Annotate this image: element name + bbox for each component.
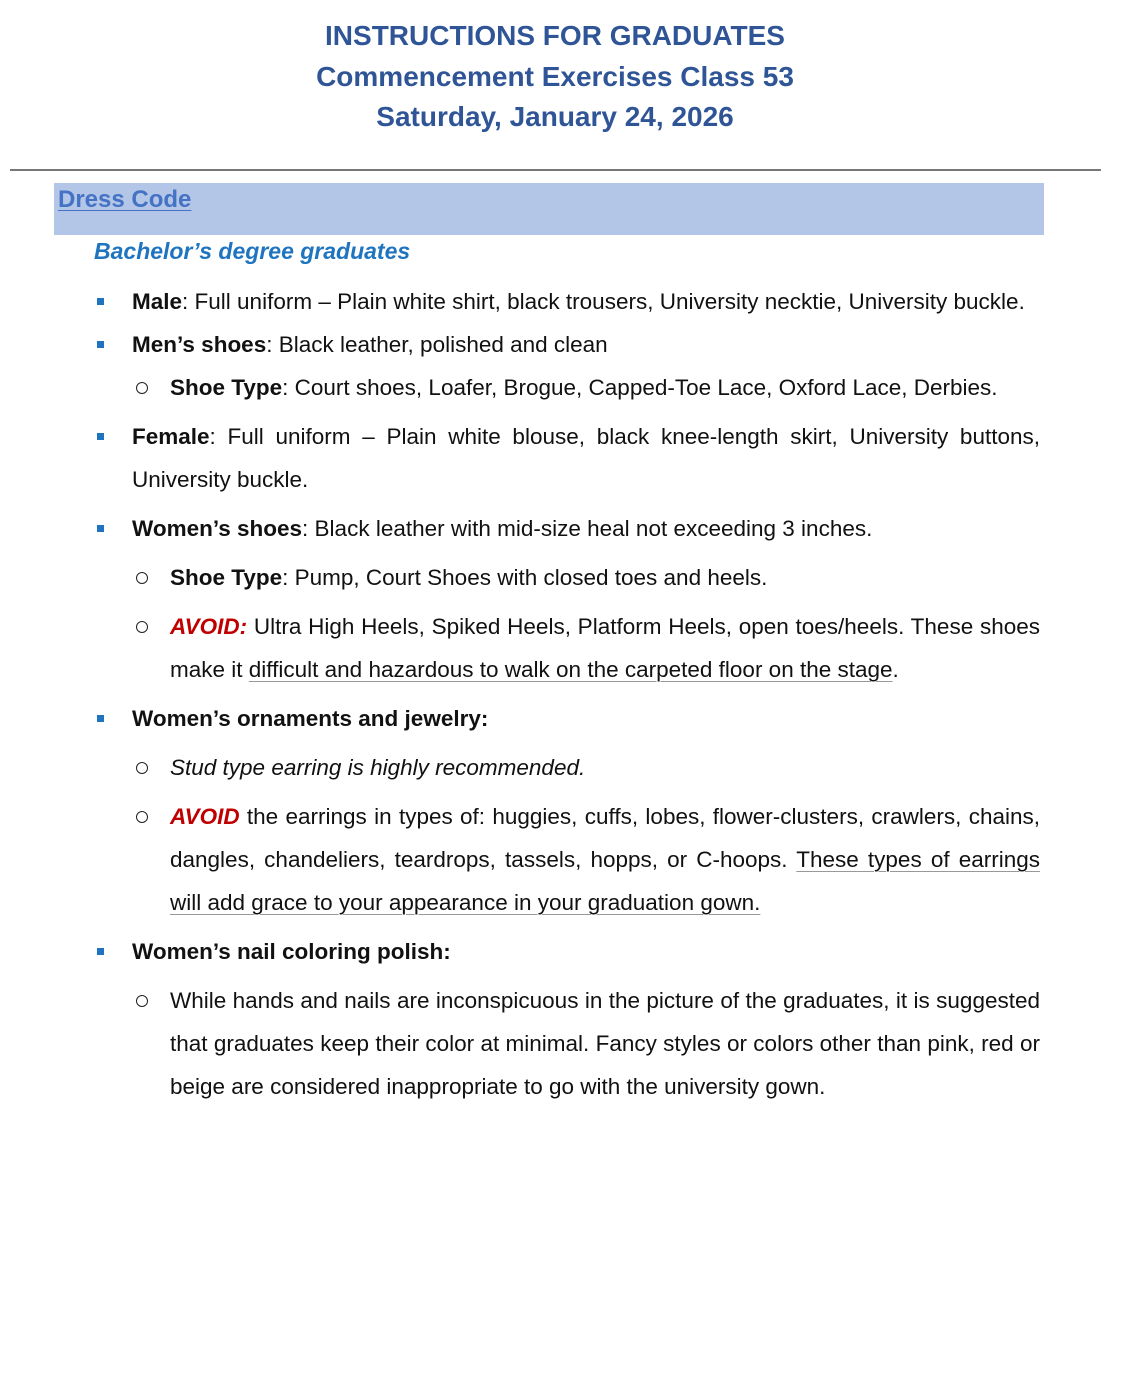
sub-item-nails-text xyxy=(170,979,1040,1108)
item-text: Stud type earring is highly recommended. xyxy=(170,755,586,780)
section-title-dress-code[interactable]: Dress Code xyxy=(58,186,192,213)
square-bullet-icon xyxy=(97,341,104,348)
list-item-womens-shoes xyxy=(132,507,1040,550)
sub-item-earrings-avoid xyxy=(170,795,1040,924)
item-text: the earrings in types of: huggies, cuffs, lobes, flower-clusters, crawlers, chains, dangles, chandeliers, teardrops, tassels, hopps, or C-hoops. xyxy=(170,804,1040,872)
avoid-label: AVOID: xyxy=(170,614,248,639)
square-bullet-icon xyxy=(97,525,104,532)
item-label: Shoe Type xyxy=(170,565,283,590)
square-bullet-icon xyxy=(97,948,104,955)
item-text: : Full uniform – Plain white shirt, black trousers, University necktie, University buckle. xyxy=(182,289,1025,314)
sub-item-stud-recommend xyxy=(170,746,1040,789)
title-line-2: Commencement Exercises Class 53 xyxy=(316,60,794,92)
circle-bullet-icon xyxy=(136,572,148,584)
square-bullet-icon xyxy=(97,715,104,722)
item-label: Female xyxy=(132,424,210,449)
document-title xyxy=(0,16,1110,138)
item-text: : Black leather with mid-size heal not exceeding 3 inches. xyxy=(302,516,873,541)
item-label: Men’s shoes xyxy=(132,332,267,357)
horizontal-rule xyxy=(10,169,1101,171)
title-line-3: Saturday, January 24, 2026 xyxy=(376,101,734,132)
circle-bullet-icon xyxy=(136,995,148,1007)
avoid-label: AVOID xyxy=(170,804,240,829)
item-label: Women’s ornaments and jewelry: xyxy=(132,706,489,731)
item-text: While hands and nails are inconspicuous in the picture of the graduates, it is suggested that graduates keep their color at minimal. Fancy styles or colors other than pink, red or beige are considered inappropriate to go with the university gown. xyxy=(170,988,1040,1099)
subheading-bachelors: Bachelor’s degree graduates xyxy=(94,238,411,264)
circle-bullet-icon xyxy=(136,621,148,633)
section-heading-band xyxy=(54,183,1044,235)
circle-bullet-icon xyxy=(136,762,148,774)
item-text: : Pump, Court Shoes with closed toes and heels. xyxy=(282,565,768,590)
sub-item-womens-shoe-type xyxy=(170,556,1040,599)
list-item-female xyxy=(132,415,1040,501)
list-item-jewelry xyxy=(132,697,1040,740)
underlined-warning: difficult and hazardous to walk on the carpeted floor on the stage xyxy=(248,657,893,682)
sub-item-mens-shoe-type xyxy=(170,366,1040,409)
item-text: : Full uniform – Plain white blouse, black knee-length skirt, University buttons, University buckle. xyxy=(132,424,1040,492)
underlined-note: These types of earrings will add grace to your appearance in your graduation gown. xyxy=(170,847,1040,915)
item-label: Male xyxy=(132,289,183,314)
dress-code-list xyxy=(0,280,1123,1108)
list-item-male xyxy=(132,280,1040,323)
item-text: : Court shoes, Loafer, Brogue, Capped-Toe Lace, Oxford Lace, Derbies. xyxy=(282,375,998,400)
sub-item-shoes-avoid xyxy=(170,605,1040,691)
item-label: Women’s shoes xyxy=(132,516,303,541)
item-text: Ultra High Heels, Spiked Heels, Platform Heels, open toes/heels. These shoes make it xyxy=(170,614,1040,682)
square-bullet-icon xyxy=(97,433,104,440)
item-text-end: . xyxy=(892,657,899,682)
square-bullet-icon xyxy=(97,298,104,305)
item-text: : Black leather, polished and clean xyxy=(266,332,608,357)
list-item-mens-shoes xyxy=(132,323,1040,366)
item-label: Shoe Type xyxy=(170,375,283,400)
title-line-1: INSTRUCTIONS FOR GRADUATES xyxy=(325,20,785,51)
circle-bullet-icon xyxy=(136,811,148,823)
circle-bullet-icon xyxy=(136,382,148,394)
list-item-nails xyxy=(132,930,1040,973)
item-label: Women’s nail coloring polish: xyxy=(132,939,451,964)
